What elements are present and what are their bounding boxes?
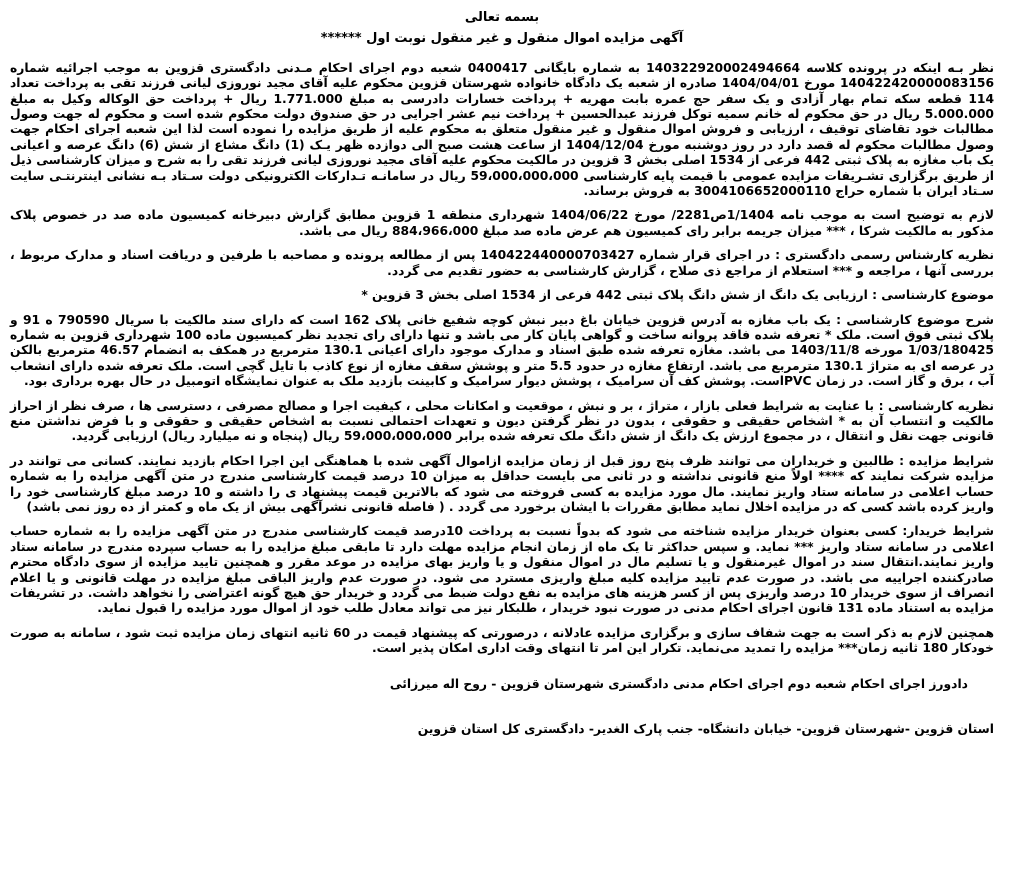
paragraph-expert-subject: موضوع کارشناسی : ارزیابی یک دانگ از شش دانگ پلاک ثبتی 442 فرعی از 1534 اصلی بخش 3 قزوین * <box>361 288 994 303</box>
document-title: آگهی مزایده اموال منقول و غیر منقول نوبت اول ****** <box>320 31 684 47</box>
paragraph-valuation: نظریه کارشناسی : با عنایت به شرایط فعلی بازار ، متراژ ، بر و نبش ، موقعیت و امکانات محلی ، کیفیت اجرا و مصالح مصرفی ، دسترسی ها ، صرف نظر از احراز مالکیت و انتساب آن به * اشخاص حقیقی و حقوقی ، بدون در نظر گرفتن دیون و تعهدات احتمالی نسبت به اشخاص حقیقی و حقوقی و با فرض نداشتن منع قانونی جهت نقل و انتقال ، در مجموع ارزش یک دانگ از شش دانگ ملک تعرفه شده برابر 59،000،000،000 ریال (پنجاه و نه میلیارد ریال) ارزیابی گردید. <box>10 398 994 444</box>
paragraph-buyer-conditions: شرایط خریدار: کسی بعنوان خریدار مزایده شناخته می شود که بدواً نسبت به پرداخت 10درصد قیمت کارشناسی مندرج در متن آگهی مزایده را به شماره حساب اعلامی در سامانه ستاد واریز *** نماید. و سپس حداکثر تا یک ماه از زمان انجام مزایده مهلت دارد تا مابقی مبلغ مزایده را به حساب سپرده مندرج در سامانه ستاد واریز نمایند.انتقال سند در اموال غیرمنقول و یا تسلیم مال در اموال منقول و یا واریز بهای مزایده در موعد مقرر و همچنین تایید مزایده از سوی دادگاه محترم صادرکننده اجراییه می باشد. در صورت عدم تایید مزایده کلیه مبلغ واریزی مسترد می شود. در صورت عدم واریز الباقی مبلغ مزایده در مهلت قانونی و یا اعلام انصراف از سوی خریدار 10 درصد واریزی پس از کسر هزینه های مزایده به نفع دولت ضبط می گردد و خریدار حق هیچ گونه اعتراضی را نخواهد داشت. در تشریفات مزایده به استناد ماده 131 قانون اجرای احکام مدنی در صورت نبود خریدار ، طلبکار نیز می تواند معادل طلب خود از اموال مورد مزایده را قبول نماید. <box>10 524 994 616</box>
paragraph-auction-conditions: شرایط مزایده : طالبین و خریداران می توانند ظرف پنج روز قبل از زمان مزایده ازاموال آگهی شده با هماهنگی این اجرا احکام بازدید نمایند. کسانی می توانند در مزایده شرکت نمایند که **** اولاً منع قانونی نداشته و در ثانی می بایست حداقل به میزان 10 درصد قیمت کارشناسی مندرج در متن آگهی مزایده را به شماره حساب اعلامی در سامانه ستاد واریز نمایند. مال مورد مزایده به کسی فروخته می شود که بالاترین قیمت پیشنهاد ی را داشته و 10 درصد مبلغ کارشناسی خود را واریز کرده باشد کسی که در مزایده اخلال نماید مطابق مقررات با ایشان برخورد می گردد . ( فاصله قانونی نشرآگهی بیش از یک ماه و کمتر از ده روز نمی باشد) <box>10 453 995 514</box>
paragraph-municipality-fine: لازم به توضیح است به موجب نامه 1/1404ص2281/ مورخ 1404/06/22 شهرداری منطقه 1 قزوین مطابق گزارش دبیرخانه کمیسیون ماده صد در خصوص پلاک مذکور به مالکیت شرکا ، *** میزان جریمه برابر رای کمیسیون هم عرض ماده صد مبلغ 884،966،000 ریال می باشد. <box>10 208 995 238</box>
paragraph-property-description: شرح موضوع کارشناسی : یک باب مغازه به آدرس قزوین خیابان باغ دبیر نبش کوچه شفیع خانی پلاک 162 است که دارای سند مالکیت با سریال 790590 ه 91 و پلاک ثبتی فوق است. ملک * تعرفه شده فاقد پروانه ساخت و گواهی پایان کار می باشد و تنها دارای رای تجدید نظر کمیسیون ماده 100 شهرداری قزوین به شماره 1/03/180425 مورخه 1403/11/8 می باشد. مغازه تعرفه شده طبق اسناد و مدارک موجود دارای اعیانی 130.1 مترمربع در همکف به انضمام 46.57 مترمربع بالکن در عرصه ای به متراژ 130.1 مترمربع می باشد. ارتفاع مغازه در حدود 5.5 متر و پوشش سقف مغازه از نوع کاذب با تایل گچی است. ملک تعرفه شده دارای انشعاب آب ، برق و گاز است. در زمان PVCاست. پوشش کف آن سرامیک ، پوشش دیوار سرامیک و کابینت بازدید ملک به عنوان نمایشگاه اتومبیل در حال بهره برداری بود. <box>10 312 995 389</box>
paragraph-case-details: نظر بـه اینکه در پرونده کلاسه 140322920002494664 به شماره بایگانی 0400417 شعبه دوم اجرای احکام مـدنی دادگستری قزوین به موجب اجرائیه شماره 140422420000083156 مورخ 1404/04/01 صادره از شعبه یک دادگاه خانواده شهرستان قزوین محکوم علیه آقای مجید نوروزی لیانی فرزند تقی به پرداخت تعداد 114 قطعه سکه تمام بهار آزادی و یک سفر حج عمره بابت مهریه + پرداخت خسارات دادرسی به مبلغ 1.771.000 ریال + پرداخت حق الوکاله وکیل به مبلغ 5.000.000 ریال در حق محکوم له خانم سمیه توکل فرزند عبدالحسین + پرداخت نیم عشر اجرایی در حق صندوق دولت محکوم شده است و محکوم له جهت وصول مطالبات خود تقاضای توقیف ، ارزیابی و فروش اموال منقول و غیر منقول متعلق به محکوم علیه از طریق مزایده را نموده است لذا این شعبه اجرای احکام جهت وصول مطالبات محکوم له قصد دارد در روز دوشنبه مورخ 1404/12/04 از ساعت هشت صبح الی دوازده ظهر یـک (1) دانگ مشاع از شش (6) دانگ عرصه و اعیانی یک باب مغازه به پلاک ثبتی 442 فرعی از 1534 اصلی بخش 3 قزوین در مالکیت محکوم علیه آقای مجید نوروزی لیانی فرزند تقی را به شرح و میزان کارشناسی ذیل از طریق برگزاری تشـریفات مزایده عمومی با قیمت پایه کارشناسی 59،000،000،000 ریال در سامانـه تـدارکات الکترونیکی دولت سـتاد بـه نشانی اینترنتـی سایت سـتاد ایران با شماره حراج 3004106652000110 به فروش برساند. <box>10 60 995 199</box>
signature-line: دادورز اجرای احکام شعبه دوم اجرای احکام مدنی دادگستری شهرستان قزوین - روح اله میرزائی <box>389 676 968 691</box>
document-heading: بسمه تعالی <box>464 10 540 25</box>
paragraph-time-extension: همچنین لازم به ذکر است به جهت شفاف سازی و برگزاری مزایده عادلانه ، درصورتی که پیشنهاد قیمت در 60 ثانیه انتهای زمان مزایده ثبت شود ، سامانه به صورت خودکار 180 ثانیه زمان*** مزایده را تمدید می‌نماید. تکرار این امر تا انتهای وقت اداری امکان پذیر است. <box>10 625 994 656</box>
address-line: استان قزوین -شهرستان قزوین- خیابان دانشگاه- جنب پارک الغدیر- دادگستری کل استان قزوین <box>417 722 994 737</box>
paragraph-expert-opinion-intro: نظریه کارشناس رسمی دادگستری : در اجرای قرار شماره 140422440000703427 پس از مطالعه پرونده و مصاحبه با طرفین و دریافت اسناد و مدارک مربوط ، بررسی آنها ، مراجعه و *** استعلام از مراجع ذی صلاح ، گزارش کارشناسی به حضور تقدیم می گردد. <box>10 248 995 278</box>
